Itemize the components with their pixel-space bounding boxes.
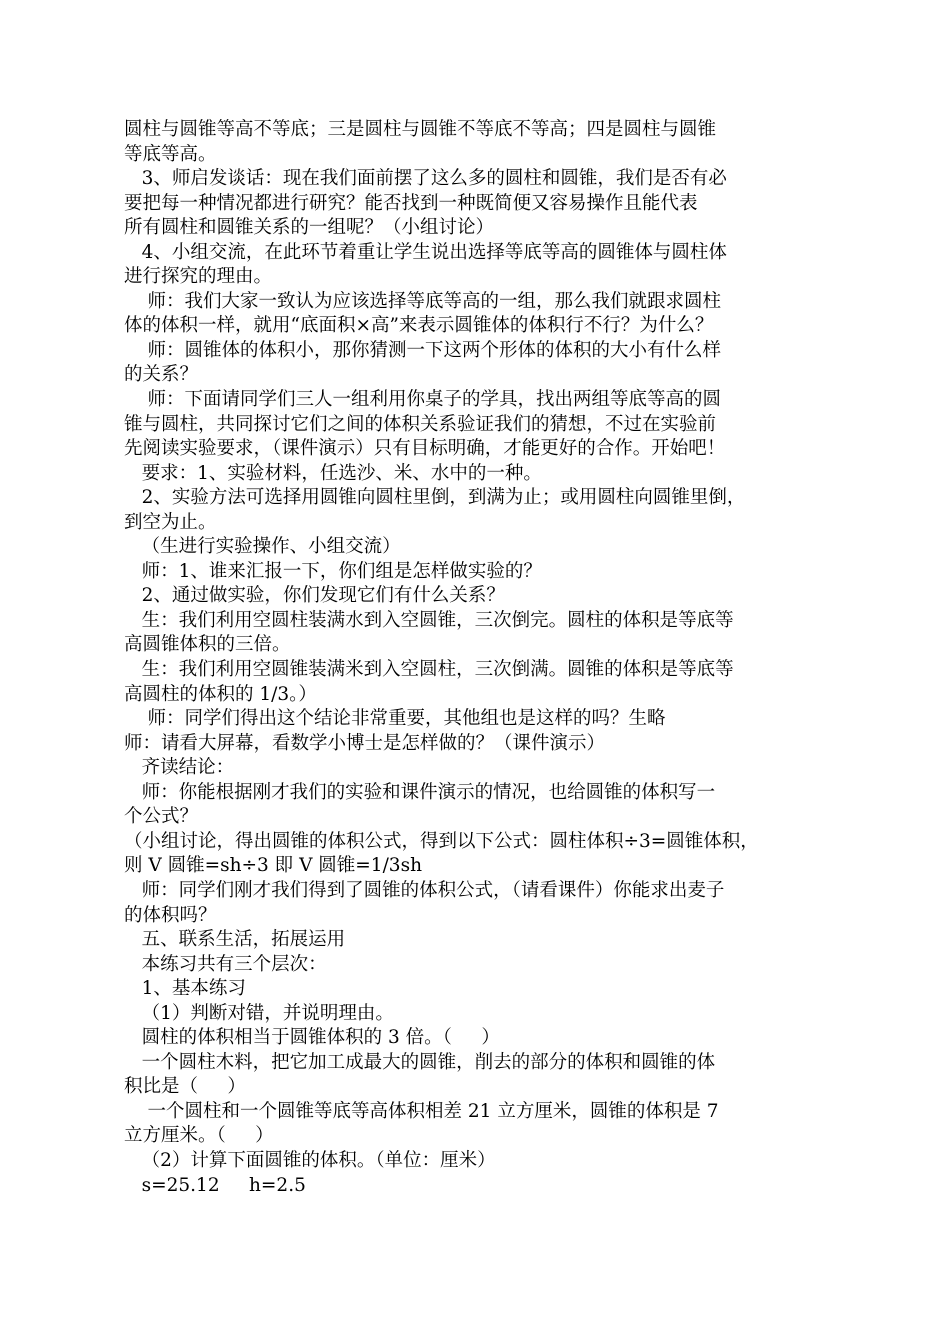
text-line: 齐读结论： bbox=[124, 757, 235, 779]
text-line: 所有圆柱和圆锥关系的一组呢？（小组讨论） bbox=[124, 217, 495, 239]
text-line: 要求：1、实验材料，任选沙、米、水中的一种。 bbox=[124, 462, 542, 484]
text-line: 体的体积一样，就用“底面积×高”来表示圆锥体的体积行不行？为什么？ bbox=[124, 315, 714, 337]
document-body bbox=[124, 118, 836, 1198]
text-line: 到空为止。 bbox=[124, 511, 217, 533]
text-line: 的体积吗？ bbox=[124, 904, 217, 926]
text-line: 要把每一种情况都进行研究？能否找到一种既简便又容易操作且能代表 bbox=[124, 192, 698, 214]
text-line: 圆柱的体积相当于圆锥体积的 3 倍。（ ） bbox=[124, 1027, 500, 1049]
text-line: 高圆锥体积的三倍。 bbox=[124, 634, 291, 656]
text-line: 1、基本练习 bbox=[124, 978, 246, 1000]
text-line: 师：下面请同学们三人一组利用你桌子的学具，找出两组等底等高的圆 bbox=[124, 389, 722, 411]
text-line: s=25.12 h=2.5 bbox=[124, 1174, 306, 1196]
text-line: 则 V 圆锥=sh÷3 即 V 圆锥=1/3sh bbox=[124, 855, 422, 877]
text-line: 生：我们利用空圆锥装满米到入空圆柱，三次倒满。圆锥的体积是等底等 bbox=[124, 659, 734, 681]
text-line: 等底等高。 bbox=[124, 143, 217, 165]
text-line: 师：请看大屏幕，看数学小博士是怎样做的？（课件演示） bbox=[124, 732, 606, 754]
text-line: 先阅读实验要求，（课件演示）只有目标明确，才能更好的合作。开始吧！ bbox=[124, 438, 726, 460]
text-line: 立方厘米。（ ） bbox=[124, 1125, 274, 1147]
text-line: 个公式？ bbox=[124, 806, 199, 828]
text-line: 圆柱与圆锥等高不等底；三是圆柱与圆锥不等底不等高；四是圆柱与圆锥 bbox=[124, 119, 717, 140]
text-line: 师：圆锥体的体积小，那你猜测一下这两个形体的体积的大小有什么样 bbox=[124, 339, 722, 361]
text-line: （1）判断对错，并说明理由。 bbox=[124, 1002, 394, 1024]
text-line: 一个圆柱和一个圆锥等底等高体积相差 21 立方厘米，圆锥的体积是 7 bbox=[124, 1100, 719, 1122]
text-line: 积比是（ ） bbox=[124, 1076, 246, 1098]
text-line: （小组讨论，得出圆锥的体积公式，得到以下公式：圆柱体积÷3=圆锥体积， bbox=[124, 830, 759, 852]
text-line: 生：我们利用空圆柱装满水到入空圆锥，三次倒完。圆柱的体积是等底等 bbox=[124, 609, 734, 631]
text-line: 2、实验方法可选择用圆锥向圆柱里倒，到满为止；或用圆柱向圆锥里倒， bbox=[124, 487, 746, 509]
text-line: 五、联系生活，拓展运用 bbox=[124, 929, 346, 951]
text-line: 本练习共有三个层次： bbox=[124, 953, 327, 975]
text-line: 2、通过做实验，你们发现它们有什么关系？ bbox=[124, 585, 505, 607]
text-line: （生进行实验操作、小组交流） bbox=[124, 536, 401, 558]
text-line: 师：1、谁来汇报一下，你们组是怎样做实验的？ bbox=[124, 560, 542, 582]
text-line: 的关系？ bbox=[124, 364, 199, 386]
text-line: 师：同学们得出这个结论非常重要，其他组也是这样的吗？生略 bbox=[124, 708, 666, 730]
text-line: 4、小组交流，在此环节着重让学生说出选择等底等高的圆锥体与圆柱体 bbox=[124, 241, 727, 263]
text-line: 进行探究的理由。 bbox=[124, 266, 273, 288]
text-line: 3、师启发谈话：现在我们面前摆了这么多的圆柱和圆锥，我们是否有必 bbox=[124, 168, 727, 190]
text-line: 锥与圆柱，共同探讨它们之间的体积关系验证我们的猜想，不过在实验前 bbox=[124, 413, 717, 435]
text-line: 师：我们大家一致认为应该选择等底等高的一组，那么我们就跟求圆柱 bbox=[124, 290, 722, 312]
text-line: （2）计算下面圆锥的体积。（单位：厘米） bbox=[124, 1149, 496, 1171]
text-line: 师：你能根据刚才我们的实验和课件演示的情况，也给圆锥的体积写一 bbox=[124, 781, 716, 803]
text-line: 师：同学们刚才我们得到了圆锥的体积公式，（请看课件）你能求出麦子 bbox=[124, 879, 725, 901]
text-line: 高圆柱的体积的 1/3。） bbox=[124, 683, 317, 705]
text-line: 一个圆柱木料，把它加工成最大的圆锥，削去的部分的体积和圆锥的体 bbox=[124, 1051, 716, 1073]
